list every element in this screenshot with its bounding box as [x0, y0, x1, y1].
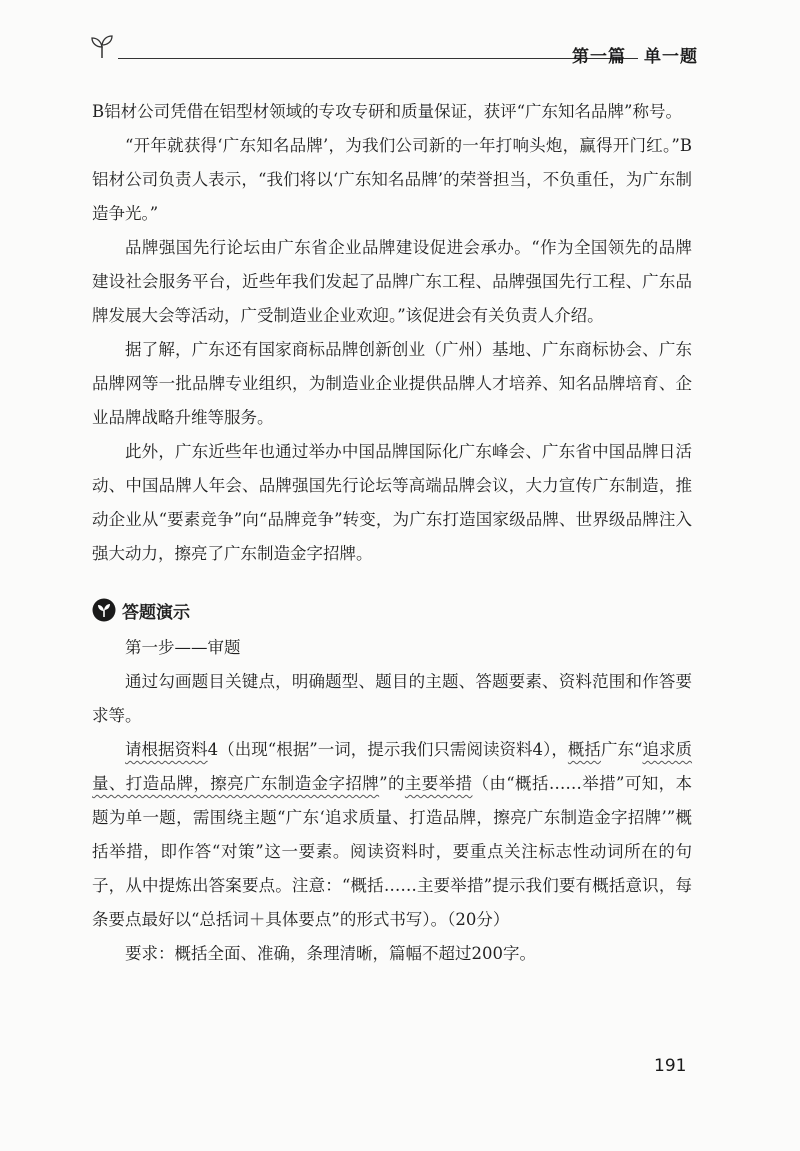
paragraph-1: B铝材公司凭借在铝型材领域的专攻专研和质量保证，获评“广东知名品牌”称号。: [92, 102, 682, 121]
page-header: [88, 30, 698, 70]
question-text: 4（出现“根据”一词，提示我们只需阅读资料4），: [207, 740, 568, 759]
question-paragraph: [92, 733, 692, 937]
paragraph-5: 此外，广东近些年也通过举办中国品牌国际化广东峰会、广东省中国品牌日活动、中国品牌人年会、品牌强国先行论坛等高端品牌会议，大力宣传广东制造，推动企业从“要素竞争”向“品牌竞争”转变，为广东打造国家级品牌、世界级品牌注入强大动力，擦亮了广东制造金字招牌。: [92, 442, 692, 563]
paragraph-2: “开年就获得‘广东知名品牌’，为我们公司新的一年打响头炮，赢得开门红。”B铝材公司负责人表示，“我们将以‘广东知名品牌’的荣誉担当，不负重任，为广东制造争光。”: [92, 136, 692, 223]
question-text: 广东“: [600, 740, 643, 759]
underlined-keyword: 概括: [567, 740, 601, 759]
section-title: 答题演示: [122, 602, 190, 623]
header-rule: [118, 58, 638, 59]
question-text: （由“概括……举措”可知，本题为单一题，需围绕主题“广东‘追求质量、打造品牌，擦亮广东制造金字招牌’”概括举措，即作答“对策”这一要素。阅读资料时，要重点关注标志性动词所在的句子，从中提炼出答案要点。注意：“概括……主要举措”提示我们要有概括意识，每条要点最好以“总括词＋具体要点”的形式书写）。（20分）: [92, 774, 693, 929]
paragraph-4: 据了解，广东还有国家商标品牌创新创业（广州）基地、广东商标协会、广东品牌网等一批品牌专业组织，为制造业企业提供品牌人才培养、知名品牌培育、企业品牌战略升维等服务。: [92, 340, 692, 427]
page-body: [92, 95, 692, 971]
step-intro: 通过勾画题目关键点，明确题型、题目的主题、答题要素、资料范围和作答要求等。: [92, 672, 692, 725]
underlined-theme: 追求质量、打造品牌，擦亮广东制造金字招牌: [92, 740, 693, 793]
paragraph-3: 品牌强国先行论坛由广东省企业品牌建设促进会承办。“作为全国领先的品牌建设社会服务平台，近些年我们发起了品牌广东工程、品牌强国先行工程、广东品牌发展大会等活动，广受制造业企业欢迎。”该促进会有关负责人介绍。: [92, 238, 692, 325]
question-text: ”的: [379, 774, 405, 793]
running-title: 第一篇 单一题: [572, 47, 698, 67]
answer-demo-heading: [92, 593, 692, 627]
sprout-circle-icon: [92, 598, 116, 622]
step-one-title: 第一步——审题: [125, 638, 241, 657]
requirement: 要求：概括全面、准确，条理清晰，篇幅不超过200字。: [125, 944, 536, 963]
underlined-measures: 主要举措: [404, 774, 473, 793]
page-number: 191: [654, 1056, 687, 1076]
sprout-icon: [88, 32, 116, 60]
underlined-source: 请根据资料: [125, 740, 208, 759]
